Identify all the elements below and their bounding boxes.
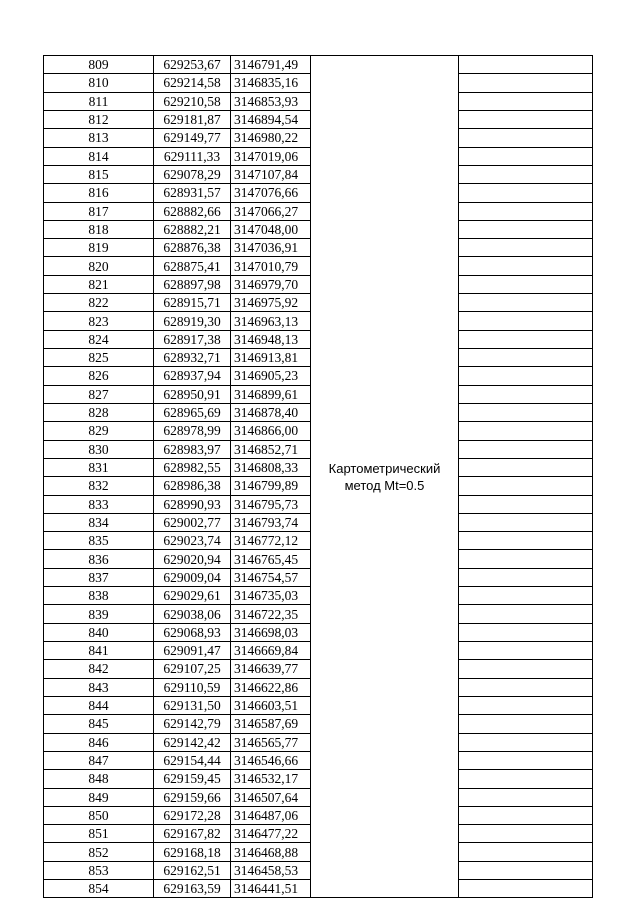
point-number-cell: 828 [44, 403, 154, 421]
y-coordinate-cell: 3146975,92 [231, 294, 311, 312]
x-coordinate-cell: 628982,55 [154, 458, 231, 476]
point-number-cell: 852 [44, 843, 154, 861]
empty-cell [459, 184, 593, 202]
empty-cell [459, 495, 593, 513]
point-number-cell: 824 [44, 330, 154, 348]
y-coordinate-cell: 3146722,35 [231, 605, 311, 623]
y-coordinate-cell: 3146507,64 [231, 788, 311, 806]
y-coordinate-cell: 3146793,74 [231, 513, 311, 531]
empty-cell [459, 587, 593, 605]
y-coordinate-cell: 3146458,53 [231, 861, 311, 879]
method-label-line2: метод Mt=0.5 [344, 477, 425, 493]
point-number-cell: 844 [44, 696, 154, 714]
empty-cell [459, 825, 593, 843]
y-coordinate-cell: 3146835,16 [231, 74, 311, 92]
coordinates-table-body [44, 56, 593, 898]
empty-cell [459, 843, 593, 861]
empty-cell [459, 312, 593, 330]
table-row [44, 56, 593, 74]
method-label-line1: Картометрический [328, 460, 441, 476]
x-coordinate-cell: 629253,67 [154, 56, 231, 74]
y-coordinate-cell: 3147066,27 [231, 202, 311, 220]
point-number-cell: 850 [44, 806, 154, 824]
point-number-cell: 811 [44, 92, 154, 110]
y-coordinate-cell: 3146899,61 [231, 385, 311, 403]
empty-cell [459, 696, 593, 714]
empty-cell [459, 129, 593, 147]
empty-cell [459, 275, 593, 293]
empty-cell [459, 257, 593, 275]
x-coordinate-cell: 629214,58 [154, 74, 231, 92]
empty-cell [459, 220, 593, 238]
empty-cell [459, 239, 593, 257]
empty-cell [459, 733, 593, 751]
x-coordinate-cell: 629107,25 [154, 660, 231, 678]
point-number-cell: 853 [44, 861, 154, 879]
x-coordinate-cell: 629002,77 [154, 513, 231, 531]
empty-cell [459, 349, 593, 367]
empty-cell [459, 385, 593, 403]
empty-cell [459, 568, 593, 586]
x-coordinate-cell: 629181,87 [154, 110, 231, 128]
x-coordinate-cell: 628932,71 [154, 349, 231, 367]
empty-cell [459, 623, 593, 641]
x-coordinate-cell: 628978,99 [154, 422, 231, 440]
y-coordinate-cell: 3146587,69 [231, 715, 311, 733]
point-number-cell: 838 [44, 587, 154, 605]
point-number-cell: 821 [44, 275, 154, 293]
y-coordinate-cell: 3146980,22 [231, 129, 311, 147]
x-coordinate-cell: 628986,38 [154, 477, 231, 495]
y-coordinate-cell: 3146866,00 [231, 422, 311, 440]
x-coordinate-cell: 628876,38 [154, 239, 231, 257]
empty-cell [459, 660, 593, 678]
x-coordinate-cell: 628897,98 [154, 275, 231, 293]
y-coordinate-cell: 3146441,51 [231, 880, 311, 898]
point-number-cell: 814 [44, 147, 154, 165]
x-coordinate-cell: 629167,82 [154, 825, 231, 843]
empty-cell [459, 403, 593, 421]
y-coordinate-cell: 3146546,66 [231, 751, 311, 769]
point-number-cell: 845 [44, 715, 154, 733]
x-coordinate-cell: 629020,94 [154, 550, 231, 568]
x-coordinate-cell: 629110,59 [154, 678, 231, 696]
empty-cell [459, 147, 593, 165]
x-coordinate-cell: 629149,77 [154, 129, 231, 147]
point-number-cell: 833 [44, 495, 154, 513]
y-coordinate-cell: 3147048,00 [231, 220, 311, 238]
point-number-cell: 818 [44, 220, 154, 238]
x-coordinate-cell: 628919,30 [154, 312, 231, 330]
y-coordinate-cell: 3146799,89 [231, 477, 311, 495]
y-coordinate-cell: 3146765,45 [231, 550, 311, 568]
point-number-cell: 822 [44, 294, 154, 312]
x-coordinate-cell: 629142,79 [154, 715, 231, 733]
point-number-cell: 847 [44, 751, 154, 769]
point-number-cell: 839 [44, 605, 154, 623]
point-number-cell: 815 [44, 165, 154, 183]
x-coordinate-cell: 628937,94 [154, 367, 231, 385]
coordinates-table [43, 55, 593, 898]
x-coordinate-cell: 629162,51 [154, 861, 231, 879]
empty-cell [459, 861, 593, 879]
y-coordinate-cell: 3147019,06 [231, 147, 311, 165]
y-coordinate-cell: 3146963,13 [231, 312, 311, 330]
y-coordinate-cell: 3146565,77 [231, 733, 311, 751]
point-number-cell: 809 [44, 56, 154, 74]
empty-cell [459, 770, 593, 788]
point-number-cell: 837 [44, 568, 154, 586]
empty-cell [459, 880, 593, 898]
point-number-cell: 835 [44, 532, 154, 550]
empty-cell [459, 294, 593, 312]
x-coordinate-cell: 629131,50 [154, 696, 231, 714]
y-coordinate-cell: 3146487,06 [231, 806, 311, 824]
y-coordinate-cell: 3146603,51 [231, 696, 311, 714]
y-coordinate-cell: 3146913,81 [231, 349, 311, 367]
empty-cell [459, 440, 593, 458]
x-coordinate-cell: 628990,93 [154, 495, 231, 513]
empty-cell [459, 715, 593, 733]
point-number-cell: 848 [44, 770, 154, 788]
y-coordinate-cell: 3146735,03 [231, 587, 311, 605]
empty-cell [459, 751, 593, 769]
y-coordinate-cell: 3146853,93 [231, 92, 311, 110]
point-number-cell: 831 [44, 458, 154, 476]
point-number-cell: 846 [44, 733, 154, 751]
point-number-cell: 834 [44, 513, 154, 531]
point-number-cell: 826 [44, 367, 154, 385]
point-number-cell: 810 [44, 74, 154, 92]
point-number-cell: 840 [44, 623, 154, 641]
y-coordinate-cell: 3146669,84 [231, 642, 311, 660]
empty-cell [459, 458, 593, 476]
y-coordinate-cell: 3146852,71 [231, 440, 311, 458]
x-coordinate-cell: 629029,61 [154, 587, 231, 605]
y-coordinate-cell: 3146532,17 [231, 770, 311, 788]
x-coordinate-cell: 629068,93 [154, 623, 231, 641]
x-coordinate-cell: 629009,04 [154, 568, 231, 586]
empty-cell [459, 202, 593, 220]
x-coordinate-cell: 629023,74 [154, 532, 231, 550]
empty-cell [459, 678, 593, 696]
point-number-cell: 813 [44, 129, 154, 147]
y-coordinate-cell: 3146754,57 [231, 568, 311, 586]
empty-cell [459, 422, 593, 440]
y-coordinate-cell: 3146772,12 [231, 532, 311, 550]
x-coordinate-cell: 628931,57 [154, 184, 231, 202]
y-coordinate-cell: 3146622,86 [231, 678, 311, 696]
x-coordinate-cell: 629111,33 [154, 147, 231, 165]
point-number-cell: 854 [44, 880, 154, 898]
point-number-cell: 841 [44, 642, 154, 660]
empty-cell [459, 532, 593, 550]
point-number-cell: 823 [44, 312, 154, 330]
point-number-cell: 842 [44, 660, 154, 678]
empty-cell [459, 788, 593, 806]
point-number-cell: 851 [44, 825, 154, 843]
point-number-cell: 812 [44, 110, 154, 128]
x-coordinate-cell: 628882,21 [154, 220, 231, 238]
empty-cell [459, 330, 593, 348]
y-coordinate-cell: 3146878,40 [231, 403, 311, 421]
point-number-cell: 816 [44, 184, 154, 202]
y-coordinate-cell: 3146791,49 [231, 56, 311, 74]
point-number-cell: 836 [44, 550, 154, 568]
y-coordinate-cell: 3147076,66 [231, 184, 311, 202]
x-coordinate-cell: 629038,06 [154, 605, 231, 623]
y-coordinate-cell: 3146639,77 [231, 660, 311, 678]
x-coordinate-cell: 628882,66 [154, 202, 231, 220]
x-coordinate-cell: 629078,29 [154, 165, 231, 183]
x-coordinate-cell: 628917,38 [154, 330, 231, 348]
empty-cell [459, 513, 593, 531]
y-coordinate-cell: 3146468,88 [231, 843, 311, 861]
point-number-cell: 830 [44, 440, 154, 458]
x-coordinate-cell: 629210,58 [154, 92, 231, 110]
x-coordinate-cell: 629163,59 [154, 880, 231, 898]
point-number-cell: 849 [44, 788, 154, 806]
method-cell [311, 56, 459, 898]
y-coordinate-cell: 3147107,84 [231, 165, 311, 183]
x-coordinate-cell: 628915,71 [154, 294, 231, 312]
y-coordinate-cell: 3146948,13 [231, 330, 311, 348]
x-coordinate-cell: 629091,47 [154, 642, 231, 660]
empty-cell [459, 74, 593, 92]
empty-cell [459, 367, 593, 385]
x-coordinate-cell: 628983,97 [154, 440, 231, 458]
y-coordinate-cell: 3146795,73 [231, 495, 311, 513]
point-number-cell: 819 [44, 239, 154, 257]
y-coordinate-cell: 3147036,91 [231, 239, 311, 257]
x-coordinate-cell: 629142,42 [154, 733, 231, 751]
x-coordinate-cell: 629159,66 [154, 788, 231, 806]
empty-cell [459, 605, 593, 623]
x-coordinate-cell: 629159,45 [154, 770, 231, 788]
x-coordinate-cell: 628950,91 [154, 385, 231, 403]
point-number-cell: 825 [44, 349, 154, 367]
y-coordinate-cell: 3146698,03 [231, 623, 311, 641]
x-coordinate-cell: 628875,41 [154, 257, 231, 275]
point-number-cell: 832 [44, 477, 154, 495]
y-coordinate-cell: 3146905,23 [231, 367, 311, 385]
point-number-cell: 817 [44, 202, 154, 220]
empty-cell [459, 165, 593, 183]
y-coordinate-cell: 3146894,54 [231, 110, 311, 128]
empty-cell [459, 477, 593, 495]
point-number-cell: 827 [44, 385, 154, 403]
empty-cell [459, 56, 593, 74]
y-coordinate-cell: 3147010,79 [231, 257, 311, 275]
point-number-cell: 820 [44, 257, 154, 275]
y-coordinate-cell: 3146477,22 [231, 825, 311, 843]
x-coordinate-cell: 628965,69 [154, 403, 231, 421]
empty-cell [459, 806, 593, 824]
point-number-cell: 843 [44, 678, 154, 696]
x-coordinate-cell: 629154,44 [154, 751, 231, 769]
empty-cell [459, 92, 593, 110]
y-coordinate-cell: 3146808,33 [231, 458, 311, 476]
empty-cell [459, 550, 593, 568]
empty-cell [459, 110, 593, 128]
point-number-cell: 829 [44, 422, 154, 440]
y-coordinate-cell: 3146979,70 [231, 275, 311, 293]
x-coordinate-cell: 629168,18 [154, 843, 231, 861]
empty-cell [459, 642, 593, 660]
x-coordinate-cell: 629172,28 [154, 806, 231, 824]
